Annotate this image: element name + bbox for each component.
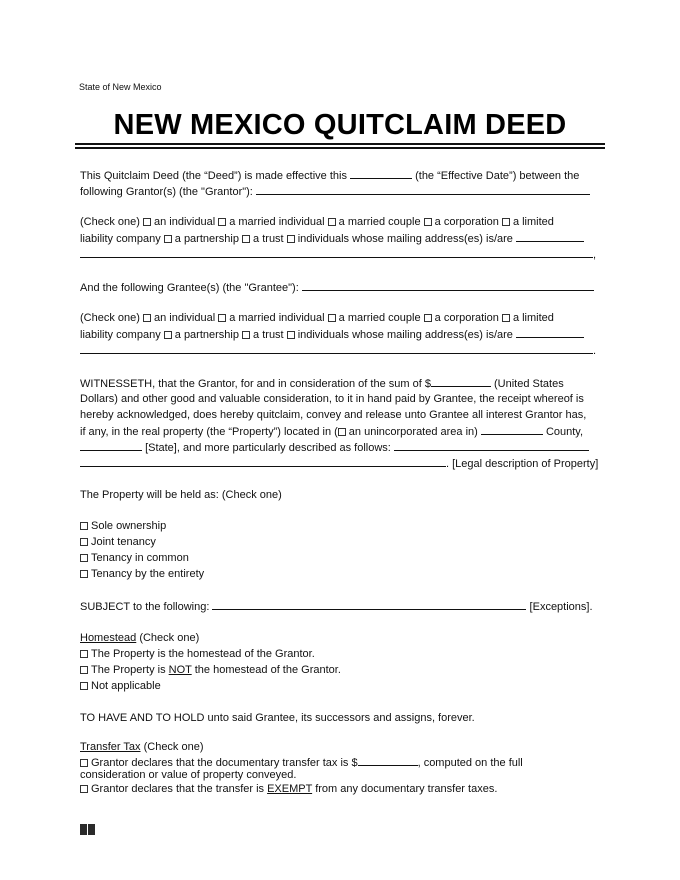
subject-label: SUBJECT to the following: (80, 601, 210, 613)
exceptions-label: [Exceptions]. (529, 601, 593, 613)
grantee-option-married-individual: a married individual (229, 312, 325, 324)
checkbox-icon[interactable] (80, 522, 88, 530)
check-one-label: (Check one) (143, 741, 204, 753)
option-label: , computed on the full (417, 757, 523, 769)
homestead-section (80, 630, 602, 694)
consideration-amount-field[interactable] (431, 375, 491, 387)
homestead-option[interactable] (80, 678, 602, 694)
checkbox-icon[interactable] (164, 331, 172, 339)
grantee-option-married-couple: a married couple (338, 312, 421, 324)
held-as-option[interactable] (80, 534, 602, 550)
checkbox-icon[interactable] (80, 682, 88, 690)
witnesseth-text: (United States (494, 378, 564, 390)
page-title: NEW MEXICO QUITCLAIM DEED (113, 109, 567, 141)
check-one-label: (Check one) (139, 632, 200, 644)
held-as-label (80, 487, 602, 503)
exceptions-field[interactable] (212, 598, 526, 610)
state-label: State of New Mexico (79, 82, 162, 92)
witnesseth-text: hereby acknowledged, does hereby quitclaim, convey and release unto Grantee all interest Grantor has, (80, 409, 587, 421)
witnesseth-text: WITNESSETH, that the Grantor, for and in consideration of the sum of $ (80, 378, 431, 390)
check-one-label: (Check one) (80, 312, 140, 324)
grantor-address-field[interactable] (516, 230, 584, 242)
grantor-type-group (80, 214, 602, 262)
transfer-tax-section (80, 740, 602, 796)
title-divider-top (75, 143, 605, 145)
checkbox-icon[interactable] (287, 331, 295, 339)
option-label: from any documentary transfer taxes. (315, 783, 498, 795)
held-as-option[interactable] (80, 518, 602, 534)
grantor-option-trust: a trust (253, 233, 284, 245)
book-logo-icon (80, 824, 96, 835)
option-label: Not applicable (91, 680, 161, 692)
checkbox-icon[interactable] (218, 218, 226, 226)
checkbox-icon[interactable] (80, 538, 88, 546)
checkbox-icon[interactable] (502, 218, 510, 226)
transfer-tax-heading: Transfer Tax (80, 741, 141, 753)
grantor-option-married-couple: a married couple (338, 216, 421, 228)
checkbox-icon[interactable] (328, 314, 336, 322)
subject-paragraph (80, 598, 602, 614)
grantee-name-field[interactable] (302, 279, 594, 291)
grantor-option-individual: an individual (153, 216, 216, 228)
checkbox-icon[interactable] (218, 314, 226, 322)
effective-date-field[interactable] (350, 167, 412, 179)
checkbox-icon[interactable] (143, 314, 151, 322)
checkbox-icon[interactable] (502, 314, 510, 322)
option-label: Grantor declares that the documentary transfer tax is $ (91, 757, 358, 769)
checkbox-icon[interactable] (328, 218, 336, 226)
witnesseth-paragraph (80, 375, 602, 471)
checkbox-icon[interactable] (424, 314, 432, 322)
transfer-tax-amount-field[interactable] (358, 754, 418, 766)
legal-description-field[interactable] (394, 439, 589, 451)
witnesseth-text: if any, in the real property (the “Property”) located in ( (80, 426, 338, 438)
checkbox-icon[interactable] (424, 218, 432, 226)
intro-paragraph (80, 167, 602, 199)
habendum-text: TO HAVE AND TO HOLD unto said Grantee, its successors and assigns, forever. (80, 712, 475, 724)
checkbox-icon[interactable] (143, 218, 151, 226)
grantee-option-partnership: a partnership (174, 329, 239, 341)
held-as-option[interactable] (80, 550, 602, 566)
homestead-option[interactable] (80, 646, 602, 662)
held-as-options (80, 518, 602, 582)
grantee-paragraph (80, 279, 602, 295)
not-emphasis: NOT (168, 664, 192, 676)
grantor-option-individuals: individuals whose mailing address(es) is/are (297, 233, 513, 245)
transfer-tax-option[interactable] (80, 782, 602, 796)
option-label-cont: consideration or value of property conveyed. (80, 769, 297, 781)
grantee-label: And the following Grantee(s) (the "Grantee"): (80, 282, 299, 294)
legal-description-field-2[interactable] (80, 455, 446, 467)
checkbox-icon[interactable] (242, 331, 250, 339)
checkbox-icon[interactable] (80, 759, 88, 767)
grantee-address-field[interactable] (516, 326, 584, 338)
checkbox-icon[interactable] (80, 666, 88, 674)
checkbox-icon[interactable] (80, 554, 88, 562)
witnesseth-text: Dollars) and other good and valuable consideration, to it in hand paid by Grantee, the receipt whereof is (80, 393, 584, 405)
option-label: The Property is (91, 664, 166, 676)
grantor-option-llc: a limited (512, 216, 554, 228)
checkbox-icon[interactable] (80, 785, 88, 793)
check-one-label: (Check one) (80, 216, 140, 228)
checkbox-icon[interactable] (242, 235, 250, 243)
option-label: Grantor declares that the transfer is (91, 783, 265, 795)
checkbox-icon[interactable] (164, 235, 172, 243)
witnesseth-text: [State], and more particularly described as follows: (145, 442, 391, 454)
county-field[interactable] (481, 423, 543, 435)
checkbox-icon[interactable] (287, 235, 295, 243)
grantee-option-individuals: individuals whose mailing address(es) is/are (297, 329, 513, 341)
grantor-option-married-individual: a married individual (229, 216, 325, 228)
option-label: The Property is the homestead of the Grantor. (91, 648, 315, 660)
option-label: Joint tenancy (91, 536, 156, 548)
state-field[interactable] (80, 439, 142, 451)
grantee-option-llc-cont: liability company (80, 329, 161, 341)
punctuation: , (593, 249, 597, 261)
held-as-option[interactable] (80, 566, 602, 582)
exempt-emphasis: EXEMPT (267, 783, 313, 795)
unincorporated-area-label: an unincorporated area in) (348, 426, 478, 438)
option-label: Tenancy in common (91, 552, 189, 564)
grantor-address-field-2[interactable] (80, 246, 593, 258)
grantor-option-corporation: a corporation (434, 216, 499, 228)
grantee-option-corporation: a corporation (434, 312, 499, 324)
intro-text: (the “Effective Date”) between the (415, 170, 580, 182)
grantee-address-field-2[interactable] (80, 342, 593, 354)
grantee-option-llc: a limited (512, 312, 554, 324)
option-label: Sole ownership (91, 520, 167, 532)
homestead-option[interactable] (80, 662, 602, 678)
grantor-option-partnership: a partnership (174, 233, 239, 245)
grantee-option-trust: a trust (253, 329, 284, 341)
punctuation: . (593, 345, 597, 357)
grantee-type-group (80, 310, 602, 358)
held-as-heading: The Property will be held as: (Check one) (80, 489, 282, 501)
checkbox-icon[interactable] (80, 570, 88, 578)
checkbox-icon[interactable] (80, 650, 88, 658)
homestead-heading: Homestead (80, 632, 137, 644)
option-label: the homestead of the Grantor. (194, 664, 341, 676)
grantee-option-individual: an individual (153, 312, 216, 324)
intro-text: This Quitclaim Deed (the “Deed”) is made effective this (80, 170, 347, 182)
witnesseth-text: County, (545, 426, 584, 438)
grantor-label: following Grantor(s) (the "Grantor"): (80, 186, 253, 198)
habendum-paragraph (80, 710, 602, 726)
title-divider-bottom (75, 147, 605, 149)
grantor-name-field[interactable] (256, 183, 590, 195)
grantor-option-llc-cont: liability company (80, 233, 161, 245)
checkbox-icon[interactable] (338, 428, 346, 436)
legal-description-label: . [Legal description of Property] (446, 458, 599, 470)
transfer-tax-option[interactable] (80, 754, 602, 768)
option-label: Tenancy by the entirety (91, 568, 205, 580)
